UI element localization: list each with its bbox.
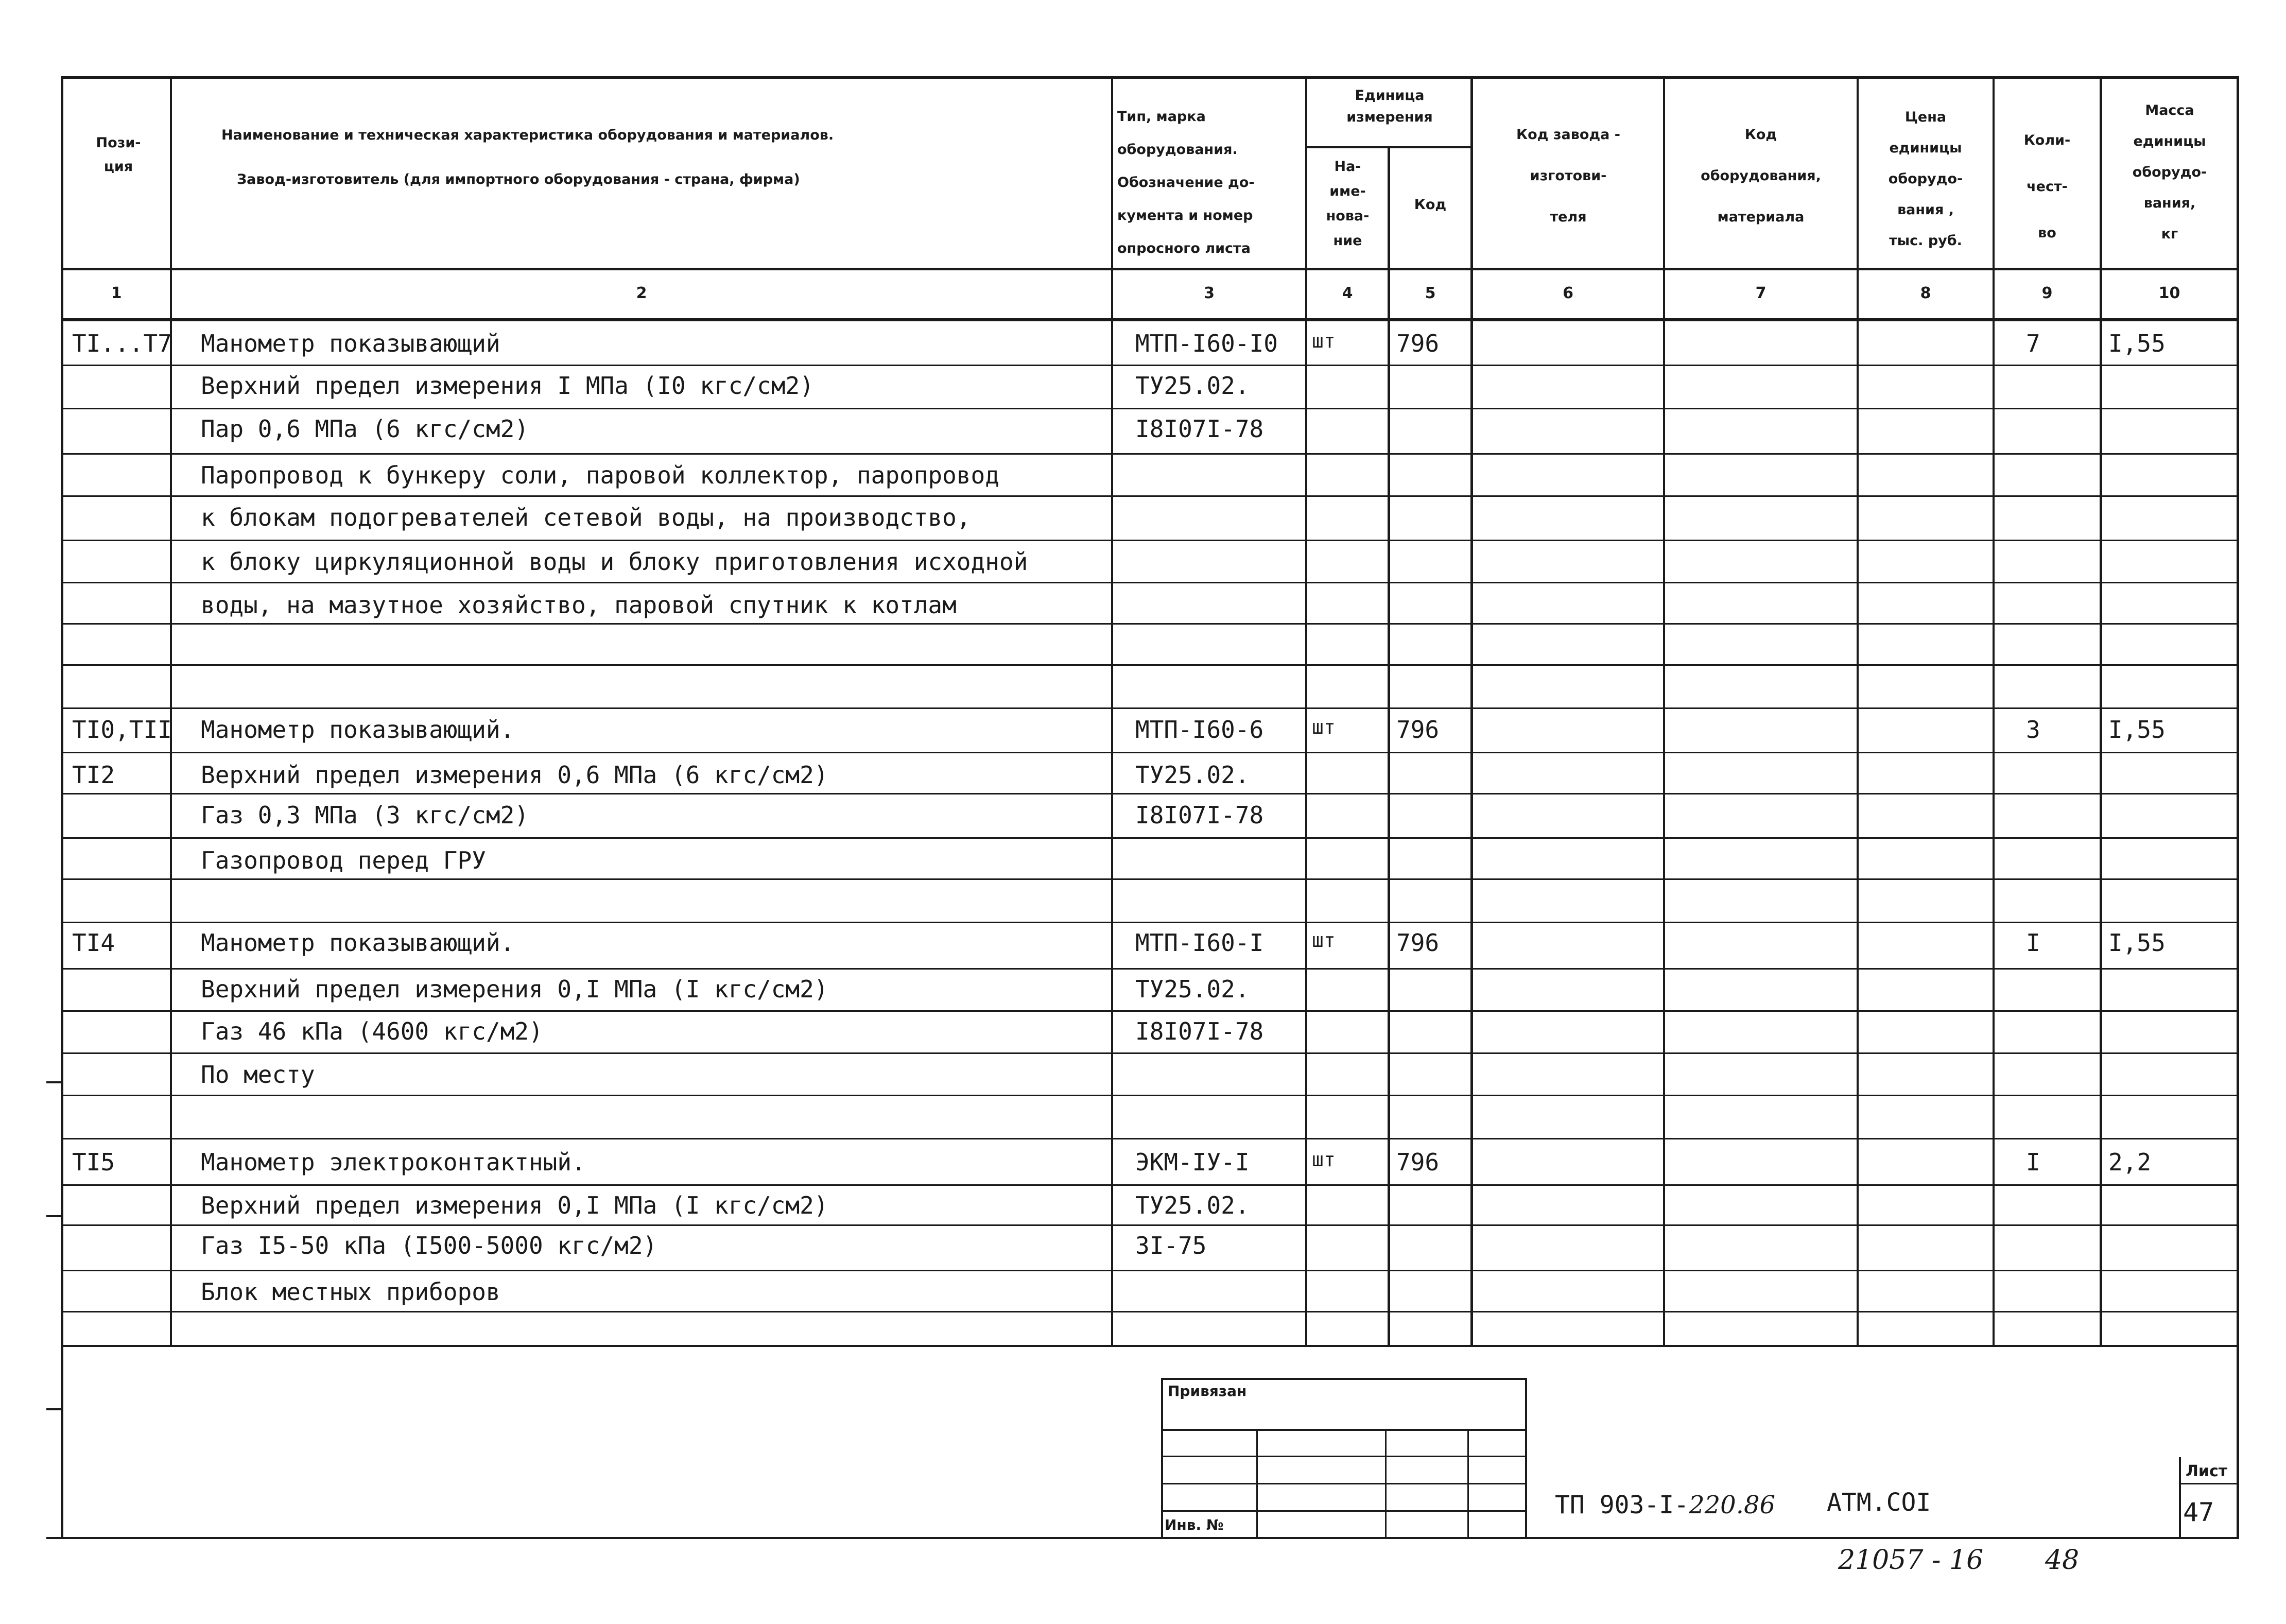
- cell-name: воды, на мазутное хозяйство, паровой спутник к котлам: [201, 591, 957, 619]
- header-col10-line3: оборудо-: [2132, 164, 2207, 180]
- stamp-col-3: [1467, 1429, 1469, 1537]
- header-col5-label: Код: [1414, 197, 1447, 213]
- footer-handwritten-number: 21057 - 16: [1838, 1545, 1984, 1576]
- cell-type: ТУ25.02.: [1135, 975, 1250, 1003]
- doc-code-handwritten: 220.86: [1689, 1491, 1776, 1519]
- stamp-inv-label: Инв. №: [1165, 1516, 1224, 1533]
- header-col10-line4: вания,: [2143, 195, 2196, 211]
- col-line-8: [1993, 76, 1995, 1346]
- header-col3-line4: кумента и номер: [1117, 208, 1253, 223]
- header-col6: [1474, 114, 1663, 238]
- cell-position: ТI2: [72, 761, 115, 789]
- header-col9: [1995, 117, 2100, 256]
- cell-name: Пар 0,6 МПа (6 кгс/см2): [201, 415, 529, 443]
- row-line: [61, 1224, 2239, 1226]
- row-line: [61, 1095, 2239, 1096]
- row-line: [61, 968, 2239, 970]
- cell-position: ТI...Т7: [72, 330, 172, 357]
- sheet-box-divider: [2179, 1483, 2237, 1484]
- cell-name: к блокам подогревателей сетевой воды, на производство,: [201, 504, 971, 531]
- colnum-5: 5: [1425, 284, 1436, 302]
- row-line: [61, 922, 2239, 923]
- cell-type: ТУ25.02.: [1135, 1191, 1250, 1219]
- cell-mass: 2,2: [2108, 1148, 2152, 1176]
- colnum-4: 4: [1342, 284, 1353, 302]
- cell-name: Верхний предел измерения 0,I МПа (I кгс/см2): [201, 975, 828, 1003]
- cell-name: Газ 46 кПа (4600 кгс/м2): [201, 1017, 543, 1045]
- header-col1-line1: Пози-: [96, 135, 141, 151]
- col-line-1: [170, 76, 172, 1346]
- cell-quantity: 3: [2026, 716, 2040, 744]
- cell-type: МТП-I60-6: [1135, 716, 1264, 744]
- row-line: [61, 540, 2239, 541]
- cell-type: ЭКМ-IУ-I: [1135, 1148, 1250, 1176]
- cell-name: Газопровод перед ГРУ: [201, 846, 486, 874]
- cell-position: ТI0,ТII: [72, 716, 172, 744]
- cell-mass: I,55: [2108, 330, 2166, 357]
- row-line: [61, 1270, 2239, 1271]
- header-col6-line3: теля: [1550, 209, 1587, 225]
- row-line: [61, 495, 2239, 497]
- cell-type: I8I07I-78: [1135, 801, 1264, 829]
- header-col1: [67, 131, 170, 179]
- row-line: [61, 707, 2239, 709]
- stamp-left-border: [1161, 1378, 1163, 1537]
- cell-name: Верхний предел измерения 0,6 МПа (6 кгс/см2): [201, 761, 828, 789]
- header-col9-line1: Коли-: [2023, 132, 2071, 148]
- header-col10: [2102, 95, 2237, 250]
- col-line-7: [1857, 76, 1859, 1346]
- header-col9-line2: чест-: [2027, 179, 2068, 195]
- row-line: [61, 752, 2239, 753]
- stamp-col-1: [1256, 1429, 1258, 1537]
- cell-name: Газ 0,3 МПа (3 кгс/см2): [201, 801, 529, 829]
- stamp-line-2: [1161, 1456, 1527, 1457]
- cell-quantity: I: [2026, 929, 2040, 957]
- cell-unit: шт: [1312, 330, 1336, 352]
- cell-mass: I,55: [2108, 929, 2166, 957]
- sheet-number: 47: [2183, 1497, 2214, 1527]
- doc-code-printed: ТП 903-I-: [1555, 1491, 1689, 1519]
- header-col8: [1859, 102, 1993, 256]
- cell-type: ТУ25.02.: [1135, 372, 1250, 400]
- footer-handwritten-page: 48: [2045, 1545, 2080, 1576]
- col-line-3: [1305, 76, 1307, 1346]
- margin-tick-4: [46, 1537, 63, 1539]
- header-col8-line4: вания ,: [1897, 202, 1954, 218]
- header-col3-line1: Тип, марка: [1117, 109, 1206, 125]
- cell-position: ТI4: [72, 929, 115, 957]
- col-line-5: [1470, 76, 1473, 1346]
- cell-name: Манометр показывающий.: [201, 716, 515, 744]
- row-line: [61, 793, 2239, 794]
- cell-name: Газ I5-50 кПа (I500-5000 кгс/м2): [201, 1232, 657, 1259]
- header-col4-line4: ние: [1333, 233, 1362, 249]
- row-line: [61, 1010, 2239, 1012]
- cell-quantity: 7: [2026, 330, 2040, 357]
- header-col3-line2: оборудования.: [1117, 142, 1238, 158]
- cell-name: Блок местных приборов: [201, 1278, 500, 1306]
- colnum-7: 7: [1755, 284, 1767, 302]
- margin-tick-1: [46, 1081, 63, 1083]
- col-line-9: [2100, 76, 2102, 1346]
- sheet-box-left: [2179, 1457, 2181, 1537]
- colnum-8: 8: [1920, 284, 1931, 302]
- header-col10-line1: Масса: [2145, 102, 2194, 118]
- frame-right-border: [2237, 76, 2239, 1539]
- cell-name: Верхний предел измерения I МПа (I0 кгс/см2): [201, 372, 814, 400]
- colnum-2: 2: [636, 284, 647, 302]
- stamp-line-4: [1161, 1510, 1527, 1512]
- row-line: [61, 664, 2239, 666]
- header-col7-line3: материала: [1717, 209, 1805, 225]
- header-bottom-border: [61, 268, 2239, 270]
- cell-name: По месту: [201, 1061, 315, 1089]
- header-col2-line1: Наименование и техническая характеристика оборудования и материалов.: [221, 127, 834, 143]
- header-col8-line2: единицы: [1889, 140, 1962, 156]
- row-line: [61, 878, 2239, 880]
- cell-name: Манометр показывающий.: [201, 929, 515, 957]
- cell-code: 796: [1396, 1148, 1440, 1176]
- header-col2-line2: Завод-изготовитель (для импортного оборудования - страна, фирма): [237, 171, 800, 187]
- row-line: [61, 582, 2239, 583]
- header-col4-line3: нова-: [1326, 208, 1370, 224]
- header-unit-group: [1308, 85, 1471, 128]
- header-unit-line1: Единица: [1355, 88, 1425, 103]
- col-line-2: [1111, 76, 1113, 1346]
- row-line: [61, 1138, 2239, 1139]
- margin-tick-2: [46, 1215, 63, 1217]
- stamp-line-1: [1161, 1429, 1527, 1431]
- header-col3-line5: опросного листа: [1117, 240, 1251, 256]
- doc-code: [1555, 1491, 1775, 1519]
- stamp-line-3: [1161, 1483, 1527, 1484]
- row-line: [61, 408, 2239, 409]
- cell-name: Верхний предел измерения 0,I МПа (I кгс/см2): [201, 1191, 828, 1219]
- header-col7: [1665, 114, 1857, 238]
- header-col3-line3: Обозначение до-: [1117, 175, 1255, 191]
- header-col4-line2: име-: [1329, 183, 1366, 199]
- cell-name: Паропровод к бункеру соли, паровой коллектор, паропровод: [201, 461, 999, 489]
- header-col7-line1: Код: [1744, 127, 1777, 143]
- header-col9-line3: во: [2038, 225, 2056, 241]
- row-line: [61, 365, 2239, 366]
- header-col5: [1390, 193, 1470, 217]
- stamp-top-border: [1161, 1378, 1527, 1380]
- col-line-6: [1663, 76, 1665, 1346]
- stamp-col-2: [1385, 1429, 1387, 1537]
- row-line: [61, 453, 2239, 455]
- sheet-label: Лист: [2186, 1462, 2228, 1480]
- colnum-9: 9: [2041, 284, 2053, 302]
- cell-type: ТУ25.02.: [1135, 761, 1250, 789]
- cell-code: 796: [1396, 330, 1440, 357]
- cell-quantity: I: [2026, 1148, 2040, 1176]
- header-col1-line2: ция: [103, 159, 133, 175]
- header-col4: [1308, 154, 1388, 253]
- header-col8-line1: Цена: [1904, 109, 1947, 125]
- header-col6-line2: изготови-: [1530, 168, 1607, 184]
- cell-unit: шт: [1312, 716, 1336, 738]
- cell-code: 796: [1396, 929, 1440, 957]
- header-col8-line3: оборудо-: [1888, 171, 1963, 187]
- cell-type: МТП-I60-I: [1135, 929, 1264, 957]
- header-col3: [1117, 100, 1305, 265]
- row-line: [61, 623, 2239, 625]
- colnum-1: 1: [111, 284, 122, 302]
- row-line: [61, 1311, 2239, 1312]
- header-col7-line2: оборудования,: [1701, 168, 1821, 184]
- stamp-right-border: [1525, 1378, 1527, 1537]
- cell-name: Манометр электроконтактный.: [201, 1148, 586, 1176]
- header-col8-line5: тыс. руб.: [1889, 233, 1962, 249]
- cell-mass: I,55: [2108, 716, 2166, 744]
- cell-unit: шт: [1312, 1148, 1336, 1171]
- row-line: [61, 837, 2239, 839]
- header-col10-line5: кг: [2161, 226, 2178, 242]
- row-line: [61, 1052, 2239, 1054]
- numbers-bottom-border: [61, 318, 2239, 321]
- cell-name: к блоку циркуляционной воды и блоку приготовления исходной: [201, 548, 1028, 576]
- cell-code: 796: [1396, 716, 1440, 744]
- table-top-border: [61, 76, 2239, 79]
- frame-bottom-border: [61, 1537, 2239, 1539]
- cell-type: 3I-75: [1135, 1232, 1207, 1259]
- header-unit-line2: измерения: [1346, 109, 1433, 125]
- stamp-attached-label: Привязан: [1168, 1383, 1247, 1400]
- header-col2: [221, 124, 1107, 192]
- col-line-4: [1388, 146, 1390, 1346]
- colnum-6: 6: [1563, 284, 1573, 302]
- cell-name: Манометр показывающий: [201, 330, 500, 357]
- cell-unit: шт: [1312, 929, 1336, 952]
- margin-tick-3: [46, 1408, 63, 1410]
- colnum-3: 3: [1204, 284, 1215, 302]
- row-line: [61, 1184, 2239, 1186]
- table-bottom-border: [61, 1345, 2239, 1347]
- header-col6-line1: Код завода -: [1516, 127, 1620, 143]
- cell-type: I8I07I-78: [1135, 1017, 1264, 1045]
- cell-position: ТI5: [72, 1148, 115, 1176]
- header-col4-line1: На-: [1334, 159, 1361, 175]
- cell-type: МТП-I60-I0: [1135, 330, 1278, 357]
- colnum-10: 10: [2158, 284, 2180, 302]
- cell-type: I8I07I-78: [1135, 415, 1264, 443]
- doc-mark: АТМ.СОI: [1827, 1488, 1931, 1517]
- header-col10-line2: единицы: [2133, 133, 2206, 149]
